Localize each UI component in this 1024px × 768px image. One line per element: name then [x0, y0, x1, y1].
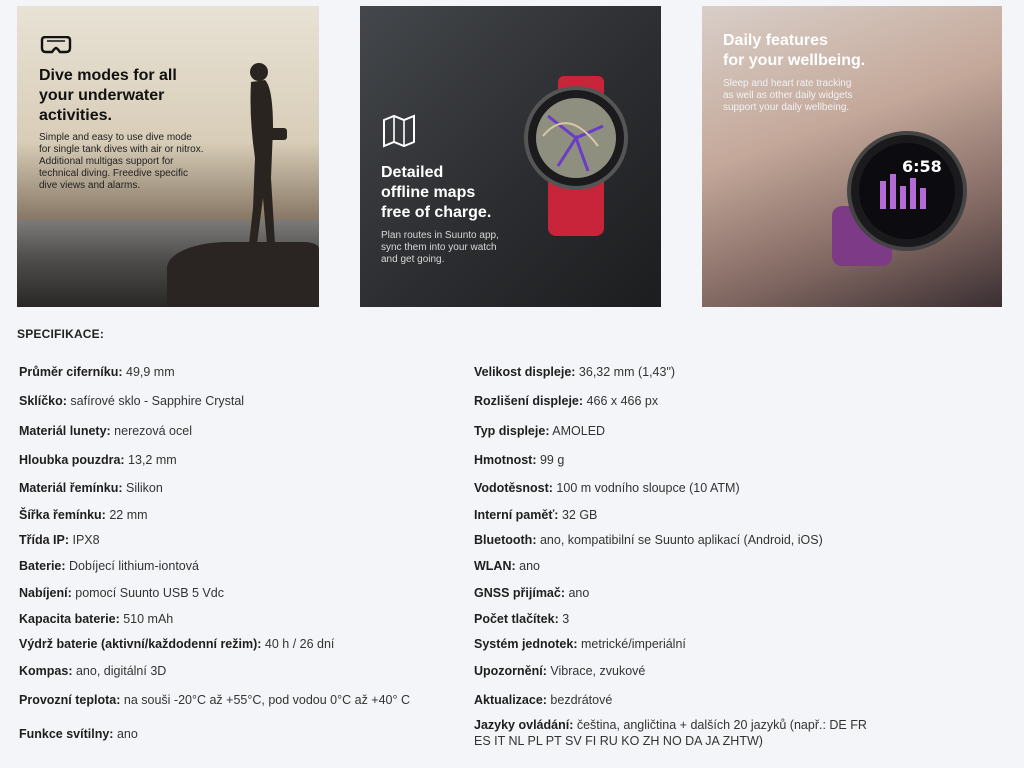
- spec-value: Dobíjecí lithium-iontová: [65, 559, 199, 573]
- spec-item: [474, 423, 605, 439]
- spec-item: [474, 663, 645, 679]
- map-icon: [382, 114, 416, 148]
- spec-label: Nabíjení:: [19, 586, 72, 600]
- spec-value: na souši -20°C až +55°C, pod vodou 0°C až +40° C: [120, 693, 411, 707]
- spec-label: Vodotěsnost:: [474, 481, 553, 495]
- maps-feature-description: [381, 230, 541, 266]
- watch-sleep-screen: [832, 126, 972, 276]
- maps-feature-title: [381, 163, 551, 223]
- wellbeing-feature-tile: [702, 6, 1002, 307]
- spec-value: ano, kompatibilní se Suunto aplikací (Android, iOS): [536, 533, 823, 547]
- spec-item: [19, 692, 410, 708]
- spec-value: čeština, angličtina + dalších 20 jazyků (např.: DE FR: [573, 718, 867, 732]
- spec-label: Provozní teplota:: [19, 693, 121, 707]
- spec-value: ano: [113, 727, 138, 741]
- spec-item: [474, 585, 589, 601]
- spec-item: [19, 452, 177, 468]
- spec-item: [474, 692, 612, 708]
- title-line: your underwater: [39, 87, 165, 104]
- rock-shape: [167, 242, 319, 307]
- desc-line: Simple and easy to use dive mode: [39, 132, 192, 143]
- spec-value: 3: [558, 612, 570, 626]
- spec-value: Vibrace, zvukové: [546, 664, 646, 678]
- spec-label: Výdrž baterie (aktivní/každodenní režim):: [19, 637, 262, 651]
- spec-value: IPX8: [69, 533, 100, 547]
- spec-item: [19, 364, 175, 380]
- dive-feature-description: [39, 132, 229, 192]
- spec-label: Průměr ciferníku:: [19, 365, 123, 379]
- spec-value: pomocí Suunto USB 5 Vdc: [71, 586, 224, 600]
- spec-label: Jazyky ovládání:: [474, 718, 574, 732]
- dive-feature-title: [39, 66, 209, 126]
- spec-value: 13,2 mm: [124, 453, 177, 467]
- spec-label: Sklíčko:: [19, 394, 67, 408]
- title-line: Dive modes for all: [39, 67, 177, 84]
- spec-value: 510 mAh: [119, 612, 174, 626]
- spec-label: Kapacita baterie:: [19, 612, 120, 626]
- spec-label: Rozlišení displeje:: [474, 394, 584, 408]
- spec-item: [474, 717, 867, 749]
- spec-item: [19, 663, 166, 679]
- desc-line: technical diving. Freedive specific: [39, 168, 188, 179]
- maps-feature-tile: [360, 6, 661, 307]
- spec-value: 49,9 mm: [122, 365, 175, 379]
- spec-value: bezdrátové: [546, 693, 613, 707]
- watch-time: 6:58: [902, 157, 942, 176]
- spec-item: [474, 636, 686, 652]
- spec-item: [474, 364, 675, 380]
- title-line: free of charge.: [381, 204, 492, 221]
- spec-item: [19, 558, 199, 574]
- title-line: activities.: [39, 107, 112, 124]
- spec-item: [19, 507, 148, 523]
- desc-line: support your daily wellbeing.: [723, 102, 850, 113]
- spec-value: 100 m vodního sloupce (10 ATM): [552, 481, 740, 495]
- spec-item: [474, 532, 823, 548]
- spec-item: [19, 393, 244, 409]
- spec-label: Bluetooth:: [474, 533, 537, 547]
- spec-value: 36,32 mm (1,43"): [575, 365, 676, 379]
- spec-value: Silikon: [122, 481, 163, 495]
- spec-label: Baterie:: [19, 559, 66, 573]
- spec-value: metrické/imperiální: [577, 637, 686, 651]
- spec-label: Funkce svítilny:: [19, 727, 114, 741]
- spec-label: Materiál lunety:: [19, 424, 111, 438]
- spec-label: Velikost displeje:: [474, 365, 576, 379]
- spec-value: 99 g: [536, 453, 565, 467]
- spec-item: [474, 558, 540, 574]
- spec-item: [19, 423, 192, 439]
- spec-label: Typ displeje:: [474, 424, 550, 438]
- feature-tiles: [17, 6, 1002, 308]
- spec-heading: SPECIFIKACE:: [17, 327, 105, 341]
- spec-item: [474, 480, 740, 496]
- spec-label: Systém jednotek:: [474, 637, 578, 651]
- wellbeing-feature-description: [723, 78, 883, 114]
- desc-line: dive views and alarms.: [39, 180, 141, 191]
- desc-line: Additional multigas support for: [39, 156, 174, 167]
- spec-value: AMOLED: [549, 424, 606, 438]
- spec-item: [19, 611, 173, 627]
- spec-label: Aktualizace:: [474, 693, 547, 707]
- spec-label: Interní paměť:: [474, 508, 559, 522]
- spec-label: Hloubka pouzdra:: [19, 453, 125, 467]
- desc-line: as well as other daily widgets: [723, 90, 853, 101]
- title-line: Daily features: [723, 32, 828, 49]
- spec-label: Materiál řemínku:: [19, 481, 123, 495]
- desc-line: Plan routes in Suunto app,: [381, 230, 499, 241]
- spec-label: Třída IP:: [19, 533, 70, 547]
- desc-line: for single tank dives with air or nitrox.: [39, 144, 204, 155]
- spec-item: [19, 636, 334, 652]
- dive-feature-tile: [17, 6, 319, 307]
- spec-item: [474, 393, 658, 409]
- spec-item: [19, 480, 163, 496]
- spec-item: [19, 585, 224, 601]
- spec-item: [474, 452, 564, 468]
- title-line: Detailed: [381, 164, 444, 181]
- spec-value-continued: ES IT NL PL PT SV FI RU KO ZH NO DA JA ZHTW): [474, 734, 763, 748]
- wellbeing-feature-title: [723, 31, 923, 71]
- spec-label: Hmotnost:: [474, 453, 537, 467]
- title-line: for your wellbeing.: [723, 52, 866, 69]
- spec-value: safírové sklo - Sapphire Crystal: [66, 394, 245, 408]
- desc-line: sync them into your watch: [381, 242, 497, 253]
- spec-item: [19, 726, 138, 742]
- title-line: offline maps: [381, 184, 476, 201]
- spec-label: Počet tlačítek:: [474, 612, 559, 626]
- spec-item: [474, 611, 569, 627]
- spec-label: Upozornění:: [474, 664, 547, 678]
- spec-value: ano: [515, 559, 540, 573]
- spec-value: ano, digitální 3D: [72, 664, 167, 678]
- spec-label: GNSS přijímač:: [474, 586, 565, 600]
- spec-label: Kompas:: [19, 664, 73, 678]
- spec-item: [19, 532, 100, 548]
- spec-item: [474, 507, 597, 523]
- spec-value: ano: [565, 586, 590, 600]
- spec-value: 32 GB: [558, 508, 598, 522]
- spec-label: WLAN:: [474, 559, 516, 573]
- dive-mask-icon: [39, 36, 73, 54]
- spec-value: nerezová ocel: [110, 424, 192, 438]
- spec-value: 40 h / 26 dní: [261, 637, 335, 651]
- diver-silhouette: [239, 58, 287, 248]
- desc-line: and get going.: [381, 254, 445, 265]
- spec-value: 22 mm: [105, 508, 148, 522]
- desc-line: Sleep and heart rate tracking: [723, 78, 852, 89]
- spec-label: Šířka řemínku:: [19, 508, 106, 522]
- spec-value: 466 x 466 px: [583, 394, 659, 408]
